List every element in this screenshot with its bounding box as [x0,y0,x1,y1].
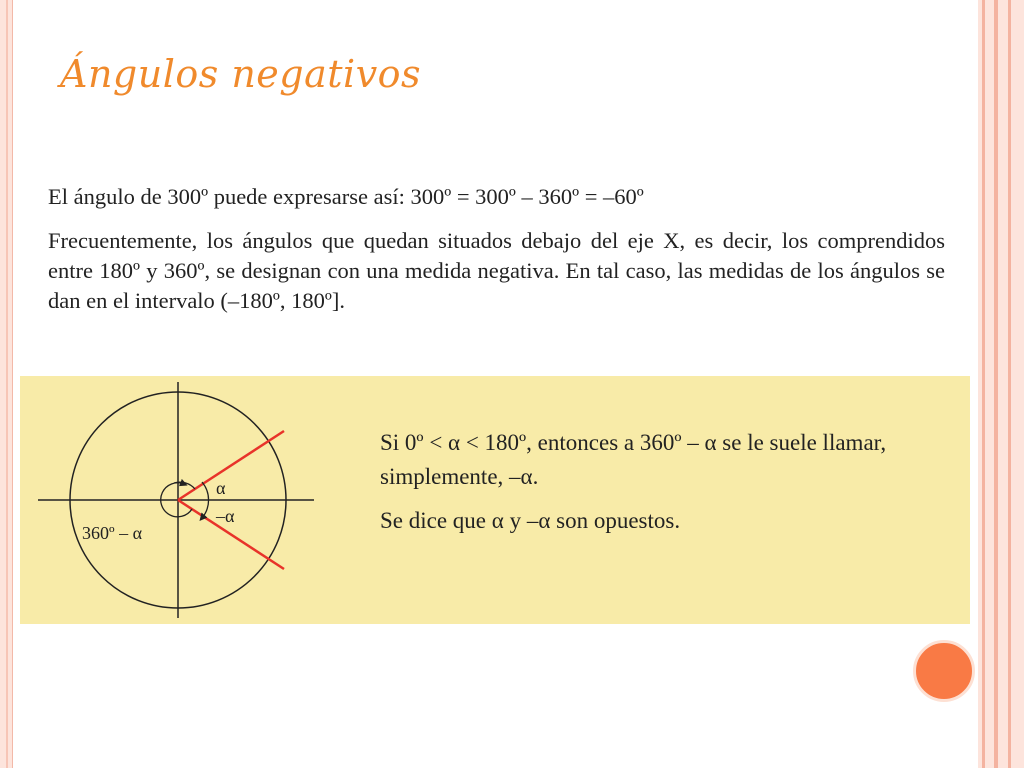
left-decorative-border [0,0,13,768]
decorative-circle [913,640,975,702]
opposites-line: Se dice que α y –α son opuestos. [380,508,681,533]
paragraph-negative-angles: Frecuentemente, los ángulos que quedan situados debajo del eje X, es decir, los comprendidos entre 180º y 360º, se designan con una medida negativa. En tal caso, las medidas de los ángulos se dan en el intervalo (–180º, 180º]. [48,228,945,313]
definition-panel [20,376,970,624]
definition-line: Si 0º < α < 180º, entonces a 360º – α se le suele llamar, simplemente, –α. [380,430,887,489]
angle-diagram [20,376,360,624]
label-360-minus-alpha: 360º – α [82,523,143,543]
panel-text [380,426,965,538]
label-negative-alpha: –α [216,506,235,526]
paragraph-300-degrees: El ángulo de 300º puede expresarse así: 300º = 300º – 360º = –60º [48,184,644,209]
right-decorative-border [978,0,1024,768]
ray-alpha [178,431,284,500]
label-alpha: α [216,478,226,498]
slide-title: Ángulos negativos [60,52,422,96]
